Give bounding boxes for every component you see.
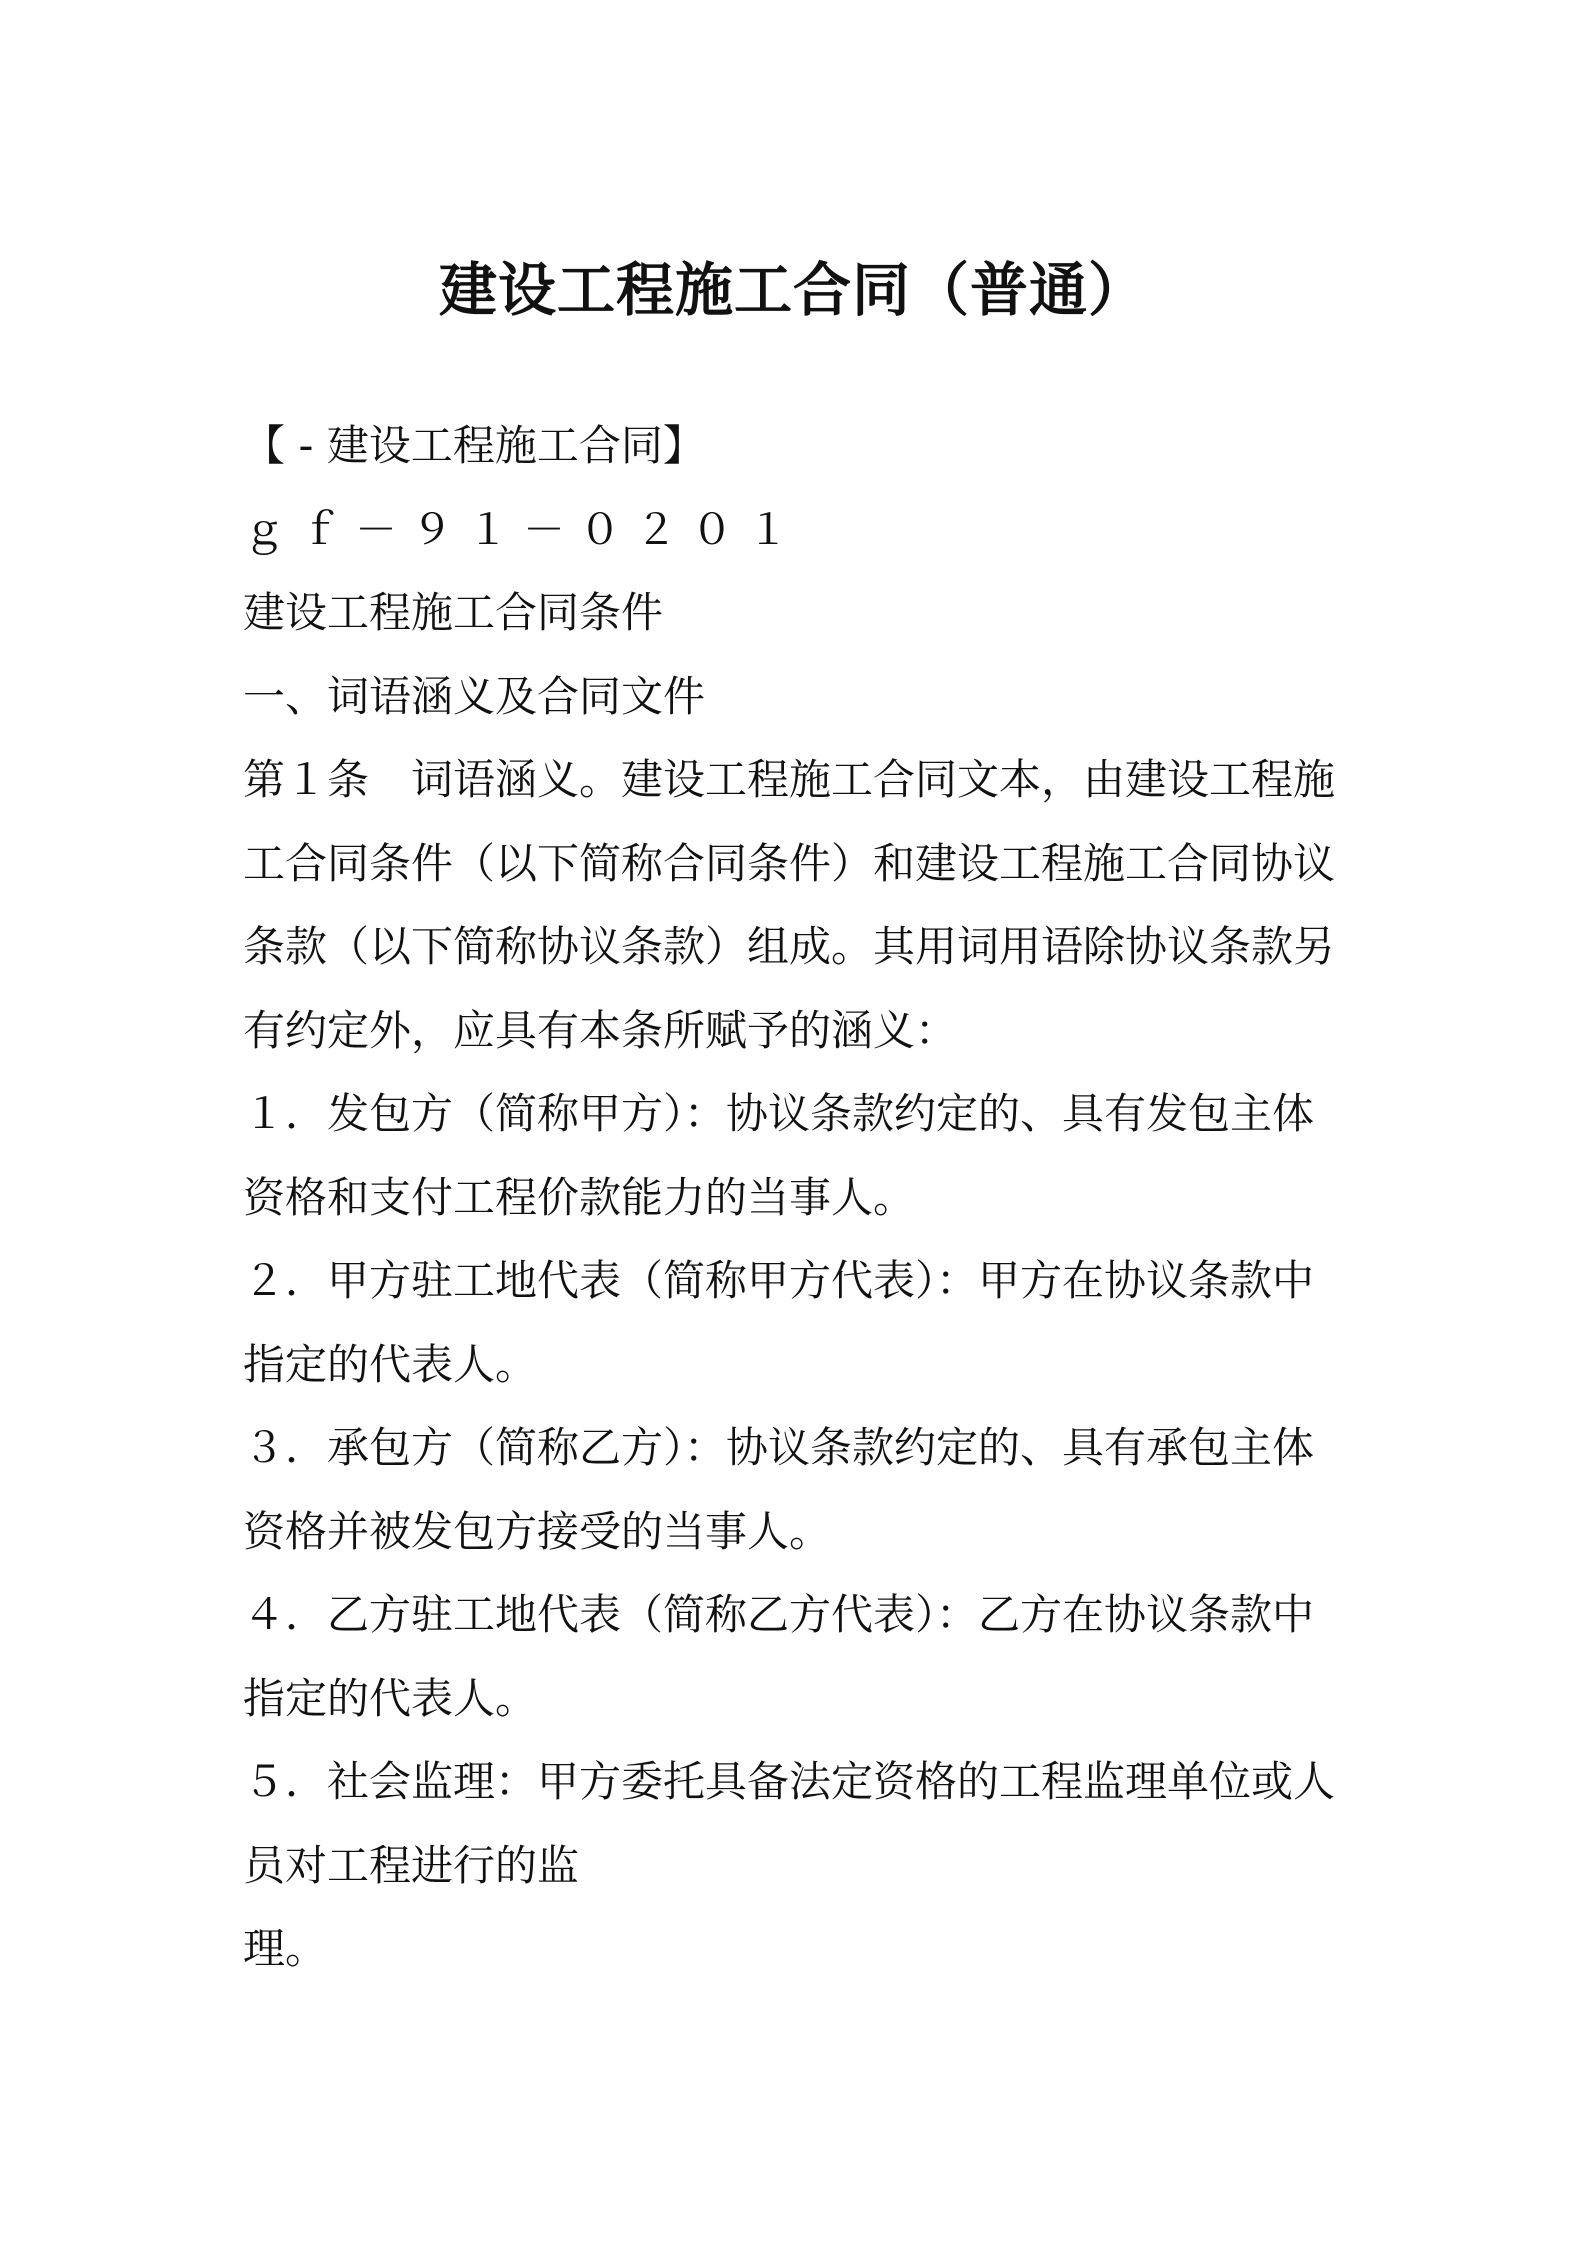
doc-line-paragraph: 工合同条件（以下简称合同条件）和建设工程施工合同协议 bbox=[243, 838, 1336, 888]
doc-line-item: 指定的代表人。 bbox=[243, 1339, 538, 1389]
doc-line-item: 资格和支付工程价款能力的当事人。 bbox=[243, 1172, 916, 1222]
doc-line-item: ２．甲方驻工地代表（简称甲方代表）：甲方在协议条款中 bbox=[243, 1256, 1315, 1305]
doc-line-item: ５．社会监理：甲方委托具备法定资格的工程监理单位或人 bbox=[243, 1757, 1336, 1806]
doc-line-item: 资格并被发包方接受的当事人。 bbox=[243, 1506, 832, 1556]
doc-line-item: ３．承包方（简称乙方）：协议条款约定的、具有承包主体 bbox=[243, 1423, 1315, 1472]
doc-line-item: 指定的代表人。 bbox=[243, 1673, 538, 1723]
doc-line-conditions-heading: 建设工程施工合同条件 bbox=[243, 588, 664, 637]
doc-line-item: 理。 bbox=[243, 1924, 328, 1973]
doc-line-code: ｇｆ－９１－０２０１ bbox=[243, 504, 804, 554]
doc-line-section-heading: 一、词语涵义及合同文件 bbox=[243, 671, 706, 721]
doc-line-paragraph: 第１条 词语涵义。建设工程施工合同文本，由建设工程施 bbox=[243, 755, 1336, 804]
doc-line-item: 员对工程进行的监 bbox=[243, 1840, 580, 1890]
document-body bbox=[243, 404, 1363, 1991]
doc-line-item: ４．乙方驻工地代表（简称乙方代表）：乙方在协议条款中 bbox=[243, 1590, 1315, 1639]
doc-line-item: １．发包方（简称甲方）：协议条款约定的、具有发包主体 bbox=[243, 1089, 1315, 1138]
doc-line-paragraph: 条款（以下简称协议条款）组成。其用词用语除协议条款另 bbox=[243, 922, 1336, 971]
doc-line-bracket-heading: 【 - 建设工程施工合同】 bbox=[243, 421, 705, 470]
doc-line-paragraph: 有约定外，应具有本条所赋予的涵义： bbox=[243, 1005, 958, 1055]
document-title: 建设工程施工合同（普通） bbox=[438, 256, 1147, 324]
